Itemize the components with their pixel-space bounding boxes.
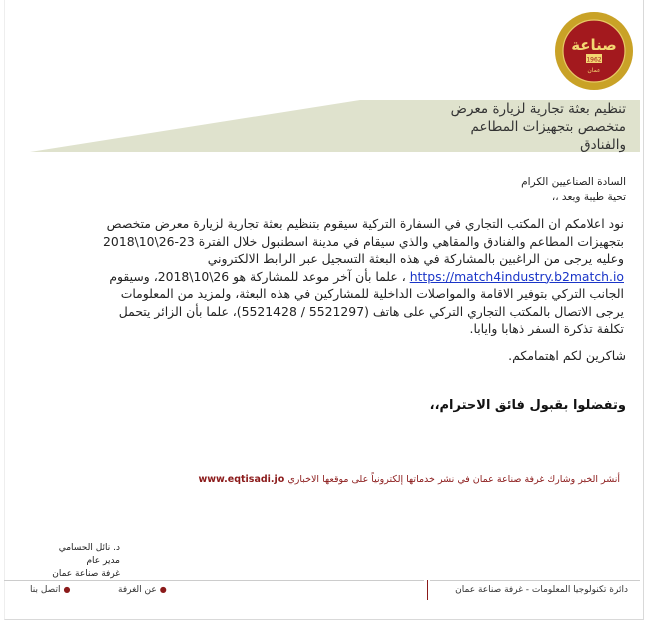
announcement-body [34, 215, 624, 338]
footer-accent-bar [427, 580, 428, 600]
title-line-3: والفنادق [580, 137, 626, 153]
body-line-2: بتجهيزات المطاعم والفنادق والمقاهي والذي سيقام في مدينة اسطنبول خلال الفترة 23-26\10\2018 [103, 233, 624, 249]
logo-arabic-text: صناعة [571, 36, 617, 54]
contact-link-label: اتصل بنا [30, 585, 61, 595]
promo-url[interactable]: www.eqtisadi.jo [198, 474, 285, 485]
footer-department: دائرة تكنولوجيا المعلومات - غرفة صناعة عمان [455, 585, 628, 595]
body-line-4 [34, 268, 624, 286]
thanks-line: شاكرين لكم اهتمامكم. [508, 348, 626, 363]
about-link-label: عن الغرفة [118, 585, 157, 595]
logo-city: عمان [587, 67, 601, 74]
bullet-icon: ● [159, 585, 167, 594]
signature-title: مدير عام [86, 556, 120, 566]
signature-name: د. نائل الحسامي [58, 543, 120, 553]
body-line-4-text: ، علما بأن آخر موعد للمشاركة هو 26\10\2018، وسيقوم [109, 268, 406, 284]
contact-link[interactable] [30, 585, 70, 595]
salutation: السادة الصناعيين الكرام [521, 176, 626, 188]
signature [40, 542, 120, 581]
body-line-7: تكلفة تذكرة السفر ذهابا وايابا. [469, 321, 624, 336]
banner-notch [30, 100, 360, 152]
page-title [396, 100, 626, 154]
footer-divider-left [4, 580, 424, 581]
closing-line: وتفضلوا بقبول فائق الاحترام،، [429, 398, 626, 413]
amman-chamber-logo [553, 10, 635, 92]
promo-text: أنشر الخبر وشارك غرفة صناعة عمان في نشر خدماتها إلكترونياً على موقعها الاخباري [287, 474, 620, 485]
logo-year: 1962 [586, 56, 602, 64]
body-line-6: يرجى الاتصال بالمكتب التجاري التركي على هاتف (5521297 / 5521428)، علما بأن الزائر يتحمل [118, 303, 624, 319]
about-link[interactable] [118, 585, 167, 595]
title-line-2: متخصص بتجهيزات المطاعم [470, 119, 626, 135]
body-line-5: الجانب التركي بتوفير الاقامة والمواصلات الداخلية للمشاركين في هذه البعثة، ولمزيد من المعلومات [120, 286, 624, 301]
promo-line [198, 474, 620, 485]
footer-divider-right [430, 580, 640, 581]
bullet-icon: ● [63, 585, 71, 594]
body-line-1: نود اعلامكم ان المكتب التجاري في السفارة التركية سيقوم بتنظيم بعثة تجارية لزيارة معرض متخصص [106, 216, 624, 231]
greeting-line: تحية طيبة وبعد ،، [551, 191, 626, 203]
signature-org: غرفة صناعة عمان [52, 569, 120, 579]
registration-link[interactable]: https://match4industry.b2match.io [409, 268, 624, 284]
title-line-1: تنظيم بعثة تجارية لزيارة معرض [450, 101, 626, 117]
body-line-3: وعليه يرجى من الراغبين بالمشاركة في هذه البعثة التسجيل عبر الرابط الالكتروني [207, 251, 624, 266]
